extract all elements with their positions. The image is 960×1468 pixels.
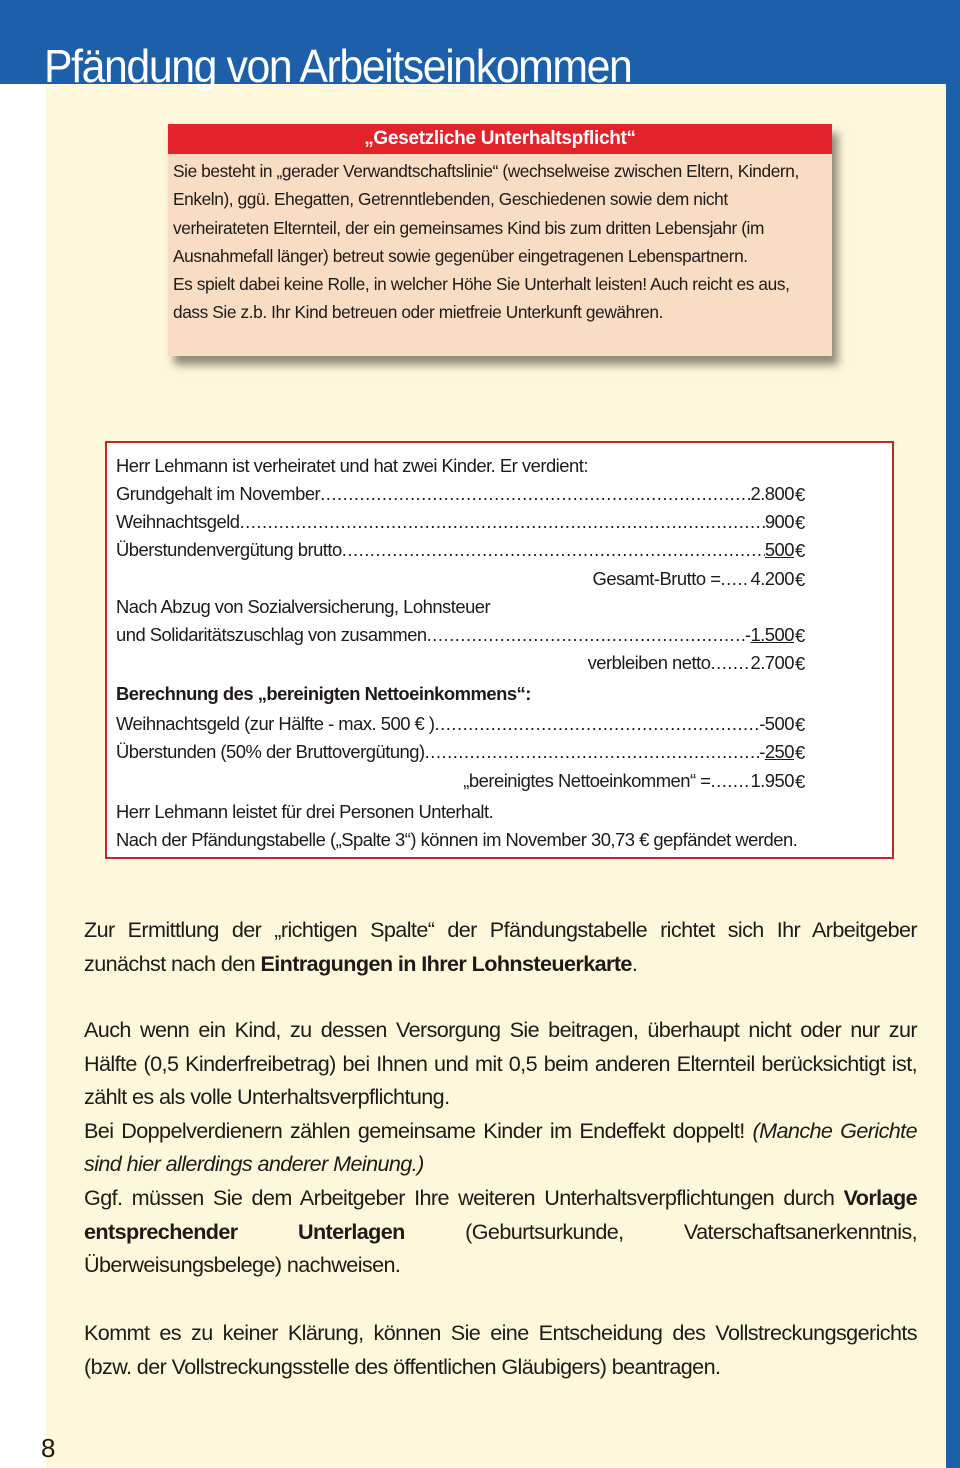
row-value: 1.950 [750,770,794,791]
body-paragraph-1 [84,913,917,980]
body-paragraph-2 [84,1013,917,1282]
row-ueberstunden-50 [116,741,794,763]
row-verbleiben-netto [116,652,794,674]
row-value: 250 [764,741,794,762]
p3-text: Bei Doppelverdienern zählen gemeinsame Kinder im Endeffekt doppelt! [84,1117,753,1143]
row-label: „bereinigtes Nettoeinkommen“ = [463,770,711,791]
body-paragraph-5 [84,1316,917,1383]
row-weihnachtsgeld-haelfte [116,713,794,735]
left-margin [0,84,46,1468]
currency-symbol: € [795,625,805,646]
p5-text: Kommt es zu keiner Klärung, können Sie eine Entscheidung des Vollstreckungsgerichts (bzw. der Vollstreckungsstelle des öffentlichen Gläubigers) beantragen. [84,1320,917,1379]
right-accent-stripe [946,84,960,1468]
row-value-prefix: - [759,741,765,762]
row-value: -500 [759,713,794,734]
p4-bold: Vorlage entsprechender Unterlagen [84,1184,917,1244]
row-label: Weihnachtsgeld [116,511,240,532]
row-label: und Solidaritätszuschlag von zusammen [116,624,427,645]
row-value: 2.700 [750,652,794,673]
info-paragraph-1: Sie besteht in „gerader Verwandtschaftslinie“ (wechselweise zwischen Eltern, Kindern, Enkeln), ggü. Ehegatten, Getrenntlebenden, Geschiedenen sowie dem nicht verheirateten Elternteil, der ein gemeinsames Kind bis zum dritten Lebensjahr (im Ausnahmefall länger) betreut sowie gegenüber eingetragenen Lebenspartnern. [173,161,799,266]
page-number: 8 [41,1433,56,1463]
row-ueberstundenverguetung [116,539,794,561]
row-label: Grundgehalt im November [116,483,321,504]
currency-symbol: € [795,512,805,533]
row-value: 2.800 [750,483,794,504]
info-box-title: „Gesetzliche Unterhaltspflicht“ [168,124,832,154]
currency-symbol: € [795,484,805,505]
currency-symbol: € [795,771,805,792]
currency-symbol: € [795,653,805,674]
example-calculation-box [105,441,894,859]
info-paragraph-2: Es spielt dabei keine Rolle, in welcher Höhe Sie Unterhalt leisten! Auch reicht es aus, dass Sie z.b. Ihr Kind betreuen oder mietfreie Unterkunft gewähren. [173,274,790,323]
currency-symbol: € [795,742,805,763]
row-label: Weihnachtsgeld (zur Hälfte - max. 500 € ) [116,713,435,734]
info-box-body [168,154,832,327]
p4-end: (Geburtsurkunde, Vaterschaftsanerkenntnis, Überweisungsbelege) nachweisen. [84,1218,917,1278]
row-value: 1.500 [750,624,794,645]
p1-text: Zur Ermittlung der „richtigen Spalte“ der Pfändungstabelle richtet sich Ihr Arbeitgeber zunächst nach den [84,917,917,976]
info-box-unterhaltspflicht [168,124,832,356]
row-value: 4.200 [750,568,794,589]
p1-bold: Eintragungen in Ihrer Lohnsteuerkarte [260,950,632,976]
p3-italic: (Manche Gerichte sind hier allerdings anderer Meinung.) [84,1117,917,1177]
row-label: Gesamt-Brutto = [592,568,721,589]
p1-end: . [631,950,638,976]
currency-symbol: € [795,569,805,590]
row-bereinigtes-netto [116,770,794,792]
example-note-1: Herr Lehmann leistet für drei Personen Unterhalt. [116,801,494,822]
p4-text: Ggf. müssen Sie dem Arbeitgeber Ihre weiteren Unterhaltsverpflichtungen durch [84,1184,844,1210]
example-note-2: Nach der Pfändungstabelle („Spalte 3“) können im November 30,73 € gepfändet werden. [116,829,798,850]
row-label: Überstundenvergütung brutto [116,539,342,560]
p2-text: Auch wenn ein Kind, zu dessen Versorgung Sie beitragen, überhaupt nicht oder nur zur Hälfte (0,5 Kinderfreibetrag) bei Ihnen und mit 0,5 beim anderen Elternteil berücksichtigt ist, zählt es als volle Unterhaltsverpflichtung. [84,1017,917,1110]
row-label: Überstunden (50% der Bruttovergütung) [116,741,425,762]
row-weihnachtsgeld [116,511,794,533]
calc-heading: Berechnung des „bereinigten Nettoeinkommens“: [116,683,531,704]
deduction-text: Nach Abzug von Sozialversicherung, Lohnsteuer [116,596,491,617]
row-abzuege [116,624,794,646]
currency-symbol: € [795,540,805,561]
currency-symbol: € [795,714,805,735]
page-title: Pfändung von Arbeitseinkommen [44,40,632,92]
row-grundgehalt [116,483,794,505]
row-label: verbleiben netto [587,652,711,673]
row-value: 900 [764,511,794,532]
example-intro: Herr Lehmann ist verheiratet und hat zwei Kinder. Er verdient: [116,455,588,476]
row-value-prefix: - [744,624,751,645]
row-gesamt-brutto [116,568,794,590]
row-value: 500 [764,539,794,560]
